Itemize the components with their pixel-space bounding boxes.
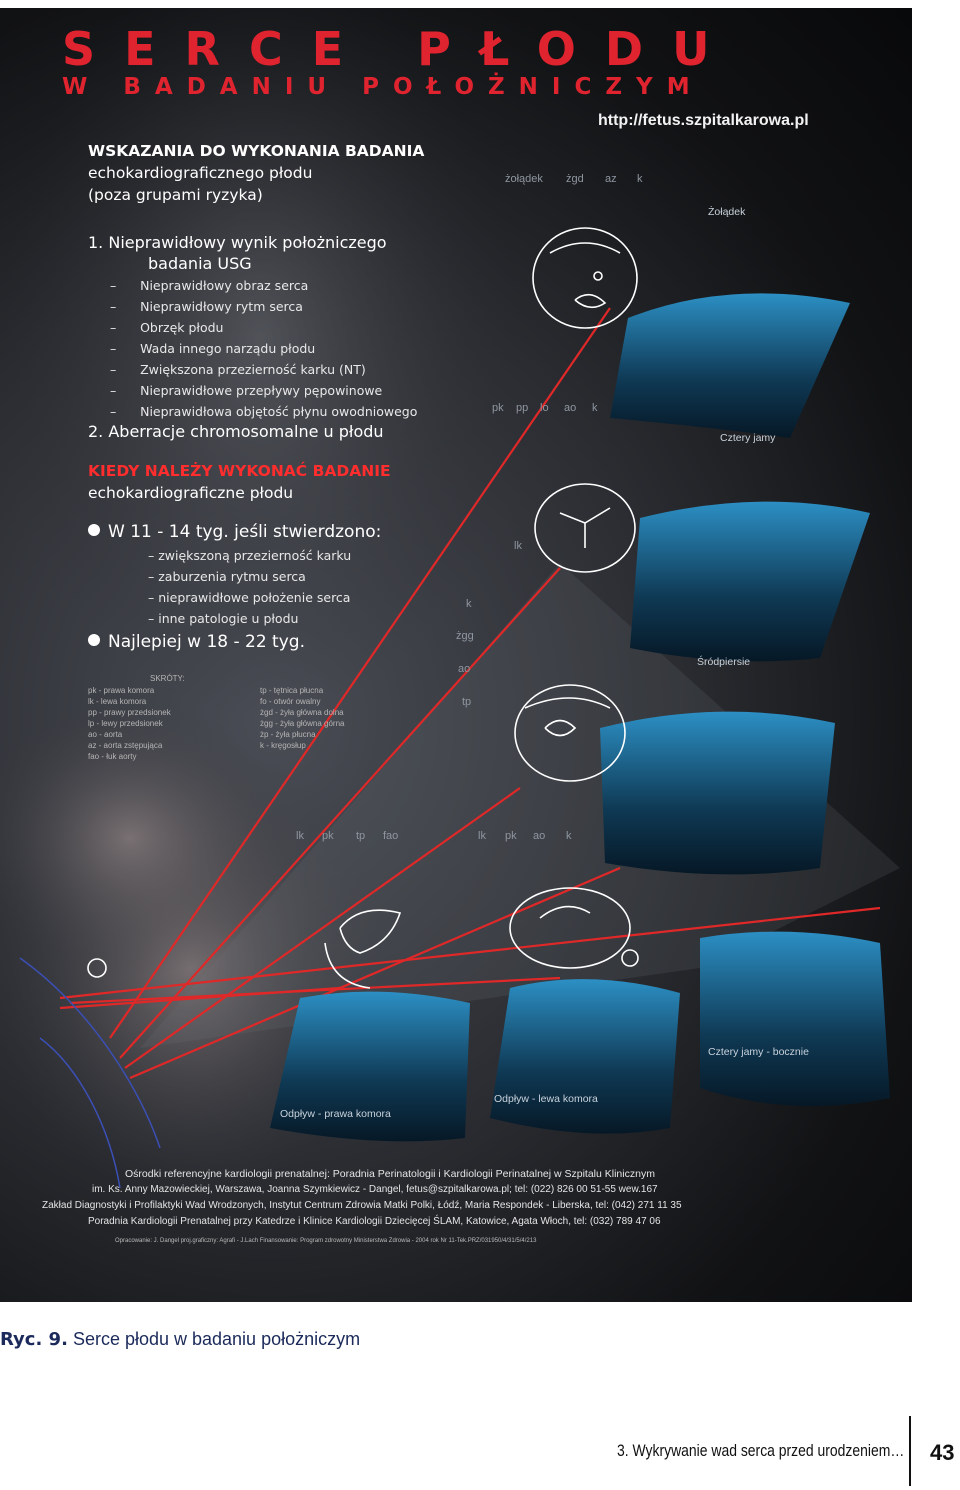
point-1: 1. Nieprawidłowy wynik położniczego: [88, 233, 387, 252]
footer-line: im. Ks. Anny Mazowieckiej, Warszawa, Joanna Szymkiewicz - Dangel, fetus@szpitalkarowa.pl; tel: (022) 826 00 51-55 wew.167: [92, 1184, 658, 1195]
label-cztery-jamy: Cztery jamy: [720, 432, 776, 444]
indications-heading: WSKAZANIA DO WYKONANIA BADANIA: [88, 142, 425, 160]
label-cztery-jamy-bocznie: Cztery jamy - bocznie: [708, 1046, 809, 1058]
footer-line: Zakład Diagnostyki i Profilaktyki Wad Wrodzonych, Instytut Centrum Zdrowia Matki Polki, Łódź, Maria Respondek - Liberska, tel: (042) 271 11 35: [42, 1200, 682, 1211]
point1-item: – Nieprawidłowy rytm serca: [110, 299, 303, 314]
running-header: 3. Wykrywanie wad serca przed urodzeniem…: [617, 1441, 905, 1460]
caption-label: Ryc. 9.: [0, 1329, 68, 1350]
point1-item: – Nieprawidłowy obraz serca: [110, 278, 309, 293]
figure-caption: [0, 1329, 360, 1350]
point1-item: – Zwiększona przezierność karku (NT): [110, 362, 366, 377]
point-1-cont: badania USG: [148, 254, 252, 273]
anat-label: k: [566, 830, 572, 842]
when-block: [88, 460, 391, 504]
abbr-right: tp - tętnica płucna fo - otwór owalny żgd - żyła główna dolna żgg - żyła główna górna żp - żyła płucna k - kręgosłup: [260, 686, 345, 750]
indications-sub2: (poza grupami ryzyka): [88, 186, 263, 204]
anat-label: fao: [383, 830, 399, 842]
label-odplyw-lewy: Odpływ - lewa komora: [494, 1093, 598, 1105]
anat-label: ao: [564, 402, 577, 414]
point-2: 2. Aberracje chromosomalne u płodu: [88, 422, 384, 441]
label-zoladek: Żołądek: [708, 206, 746, 218]
bullet-1: W 11 - 14 tyg. jeśli stwierdzono:: [88, 522, 381, 542]
anat-label: tp: [462, 696, 472, 708]
poster-title: SERCE PŁODU: [62, 22, 739, 76]
abbr-left: pk - prawa komora lk - lewa komora pp - prawy przedsionek lp - lewy przedsionek ao - aorta az - aorta zstępująca fao - łuk aorty: [88, 686, 171, 761]
anat-label: az: [605, 173, 617, 185]
anat-label: ao: [533, 830, 546, 842]
bullet-2: Najlepiej w 18 - 22 tyg.: [88, 632, 305, 652]
caption-text: Serce płodu w badaniu położniczym: [72, 1329, 361, 1349]
anat-label: lo: [540, 402, 549, 414]
anat-label: lk: [478, 830, 486, 842]
anat-label: tp: [356, 830, 366, 842]
footer-small: Opracowanie: J. Dangel proj.graficzny: Agrafi - J.Lach Finansowanie: Program zdrowotny Ministerstwa Zdrowia - 2004 rok Nr 11-Tek.PRZ/031950/4/31/5/4/213: [115, 1238, 537, 1244]
bullet1-item: – zwiększoną przezierność karku: [148, 548, 352, 563]
poster-url[interactable]: http://fetus.szpitalkarowa.pl: [598, 112, 809, 129]
anat-label: pk: [505, 830, 517, 842]
anat-label: k: [592, 402, 598, 414]
point1-item: – Nieprawidłowa objętość płynu owodniowego: [110, 404, 418, 419]
indications-block: [88, 140, 424, 206]
point1-item: – Wada innego narządu płodu: [110, 341, 316, 356]
header-divider: [909, 1416, 911, 1486]
point1-item: – Nieprawidłowe przepływy pępowinowe: [110, 383, 383, 398]
abbr-title: SKRÓTY:: [150, 674, 185, 683]
bullet1-item: – zaburzenia rytmu serca: [148, 569, 306, 584]
point1-item: – Obrzęk płodu: [110, 320, 224, 335]
poster-subtitle: W BADANIU POŁOŻNICZYM: [62, 74, 704, 100]
label-odplyw-prawy: Odpływ - prawa komora: [280, 1108, 391, 1120]
when-sub: echokardiograficzne płodu: [88, 484, 294, 502]
anat-label: żgd: [566, 173, 584, 185]
bullet1-item: – inne patologie u płodu: [148, 611, 299, 626]
poster: [0, 8, 912, 1302]
bullet-dot: [88, 634, 100, 646]
anat-label: k: [637, 173, 643, 185]
anat-label: żgg: [456, 630, 474, 642]
anat-label: pp: [516, 402, 529, 414]
anat-label: k: [466, 598, 472, 610]
bullet-dot: [88, 524, 100, 536]
footer-line: Ośrodki referencyjne kardiologii prenatalnej: Poradnia Perinatologii i Kardiologii Perinatalnej w Szpitalu Klinicznym: [125, 1168, 655, 1180]
anat-label: lk: [296, 830, 304, 842]
anat-label: pk: [322, 830, 334, 842]
anat-label: lk: [514, 540, 522, 552]
footer-line: Poradnia Kardiologii Prenatalnej przy Katedrze i Klinice Kardiologii Dziecięcej ŚLAM, Katowice, Agata Włoch, tel: (032) 789 47 06: [88, 1216, 661, 1227]
indications-sub1: echokardiograficznego płodu: [88, 164, 313, 182]
when-heading: KIEDY NALEŻY WYKONAĆ BADANIE: [88, 462, 391, 480]
label-srodpiersie: Śródpiersie: [697, 656, 751, 668]
anat-label: pk: [492, 402, 504, 414]
bullet1-item: – nieprawidłowe położenie serca: [148, 590, 351, 605]
anat-label: ao: [458, 663, 471, 675]
anat-label: żołądek: [505, 173, 543, 185]
page-number: 43: [930, 1440, 955, 1465]
